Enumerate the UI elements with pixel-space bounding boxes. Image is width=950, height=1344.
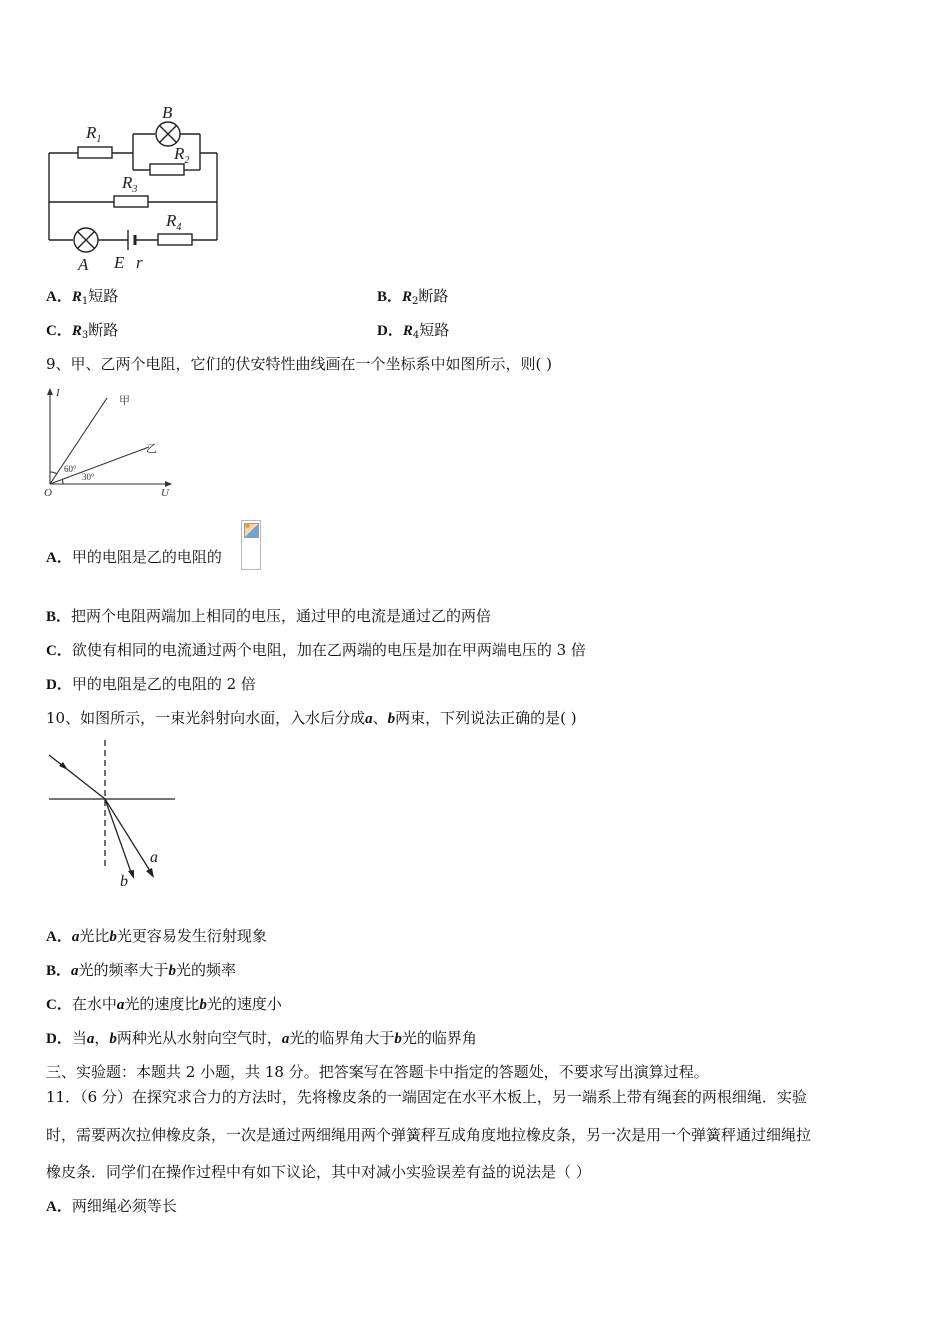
q8-option-c: C．$R_3$断路 — [46, 321, 119, 341]
angle-60: 60° — [64, 464, 77, 474]
q9-option-b: B．把两个电阻两端加上相同的电压，通过甲的电流是通过乙的两倍 — [46, 607, 492, 625]
q8-option-d: D．$R_4$短路 — [377, 321, 450, 341]
label-R3: $R_3$ — [122, 173, 138, 195]
axis-label-I: I — [56, 387, 60, 399]
section-heading: 三、实验题：本题共 2 小题，共 18 分。把答案写在答题卡中指定的答题处，不要求写出演算过程。 — [46, 1063, 709, 1081]
q10-option-d: D．当a，b两种光从水射向空气时，a光的临界角大于b光的临界角 — [46, 1029, 477, 1047]
label-A: A — [78, 255, 89, 274]
origin-label: O — [44, 487, 52, 499]
ray-label-b: b — [120, 873, 128, 890]
refraction-diagram — [44, 738, 184, 893]
q11-line-3: 橡皮条．同学们在操作过程中有如下议论，其中对减小实验误差有益的说法是（ ） — [46, 1163, 591, 1181]
angle-30: 30° — [82, 472, 95, 482]
ray-label-a: a — [150, 849, 158, 866]
axis-label-U: U — [161, 487, 169, 499]
q11-option-a: A．两细绳必须等长 — [46, 1197, 177, 1215]
q9-option-d: D．甲的电阻是乙的电阻的 2 倍 — [46, 675, 256, 693]
label-R2: $R_2$ — [174, 144, 190, 166]
iv-graph — [40, 384, 185, 499]
label-B: B — [162, 103, 173, 122]
q11-line-2: 时，需要两次拉伸橡皮条，一次是通过两细绳用两个弹簧秤互成角度地拉橡皮条，另一次是用一个弹簧秤通过细绳拉 — [46, 1126, 812, 1144]
circuit-diagram — [40, 98, 240, 278]
label-E: E — [114, 253, 125, 272]
q9-stem: 9、甲、乙两个电阻，它们的伏安特性曲线画在一个坐标系中如图所示，则( ) — [46, 355, 553, 373]
q8-option-b: B．$R_2$断路 — [377, 287, 449, 307]
label-R4: $R_4$ — [166, 211, 182, 233]
q10-stem: 10、如图所示，一束光斜射向水面，入水后分成a、b两束，下列说法正确的是( ) — [46, 709, 577, 727]
label-R1: $R_1$ — [86, 123, 102, 145]
q9-option-a: A．甲的电阻是乙的电阻的 — [46, 548, 222, 566]
q10-option-c: C．在水中a光的速度比b光的速度小 — [46, 995, 282, 1013]
q10-option-b: B．a光的频率大于b光的频率 — [46, 961, 237, 979]
q11-line-1: 11．（6 分）在探究求合力的方法时，先将橡皮条的一端固定在水平木板上，另一端系上带有绳套的两根细绳．实验 — [46, 1088, 807, 1106]
line-label-jia: 甲 — [119, 395, 130, 407]
line-label-yi: 乙 — [146, 443, 157, 455]
q10-option-a: A．a光比b光更容易发生衍射现象 — [46, 927, 267, 945]
broken-image-icon — [241, 520, 261, 570]
label-r: r — [136, 253, 143, 272]
q9-option-c: C．欲使有相同的电流通过两个电阻，加在乙两端的电压是加在甲两端电压的 3 倍 — [46, 641, 586, 659]
q8-option-a: A．$R_1$短路 — [46, 287, 119, 307]
